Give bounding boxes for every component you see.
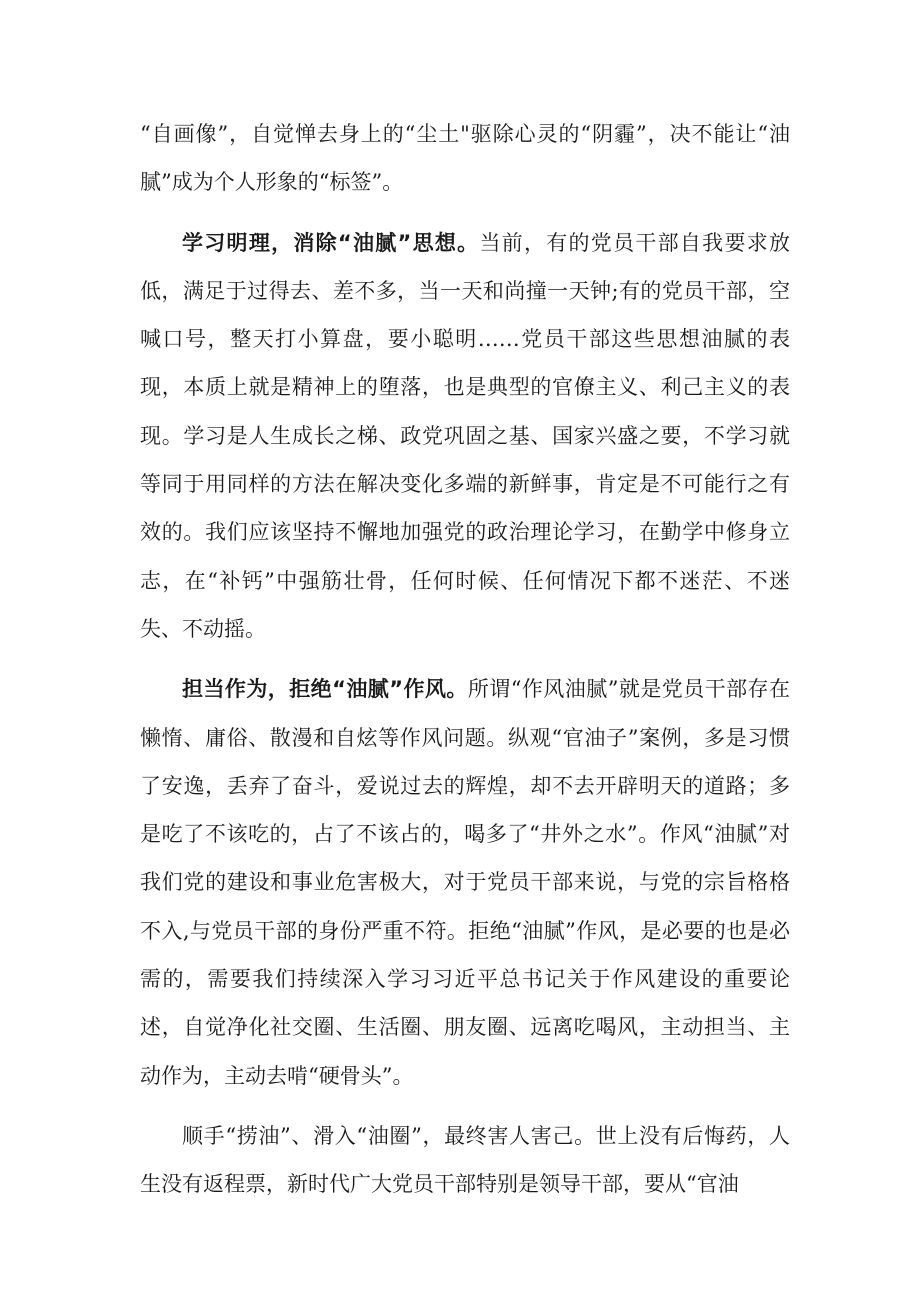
document-body [140,110,790,1209]
paragraph-3-heading: 担当作为，拒绝“油腻”作风。 [182,677,468,702]
paragraph-2-text: 当前，有的党员干部自我要求放低，满足于过得去、差不多，当一天和尚撞一天钟;有的党员干部，空喊口号，整天打小算盘，要小聪明……党员干部这些思想油腻的表现，本质上就是精神上的堕落，也是典型的官僚主义、利己主义的表现。学习是人生成长之梯、政党巩固之基、国家兴盛之要，不学习就等同于用同样的方法在解决变化多端的新鲜事，肯定是不可能行之有效的。我们应该坚持不懈地加强党的政治理论学习，在勤学中修身立志，在“补钙”中强筋壮骨，任何时候、任何情况下都不迷茫、不迷失、不动摇。 [140,230,790,641]
paragraph-2 [140,219,790,654]
paragraph-3-text: 所谓“作风油腻”就是党员干部存在懒惰、庸俗、散漫和自炫等作风问题。纵观“官油子”案例，多是习惯了安逸，丢弃了奋斗，爱说过去的辉煌，却不去开辟明天的道路；多是吃了不该吃的，占了不该占的，喝多了“井外之水”。作风“油腻”对我们党的建设和事业危害极大，对于党员干部来说，与党的宗旨格格不入,与党员干部的身份严重不符。拒绝“油腻”作风，是必要的也是必需的，需要我们持续深入学习习近平总书记关于作风建设的重要论述，自觉净化社交圈、生活圈、朋友圈、远离吃喝风，主动担当、主动作为，主动去啃“硬骨头”。 [140,677,790,1088]
paragraph-1 [140,110,790,207]
paragraph-4-text: 顺手“捞油”、滑入“油圈”，最终害人害己。世上没有后悔药，人生没有返程票，新时代广大党员干部特别是领导干部，要从“官油 [140,1123,790,1197]
paragraph-4 [140,1112,790,1209]
paragraph-1-text: “自画像”，自觉惮去身上的“尘土"驱除心灵的“阴霾”，决不能让“油腻”成为个人形象的“标签”。 [140,122,790,195]
paragraph-2-heading: 学习明理，消除“油腻”思想。 [182,230,480,255]
paragraph-3 [140,665,790,1100]
